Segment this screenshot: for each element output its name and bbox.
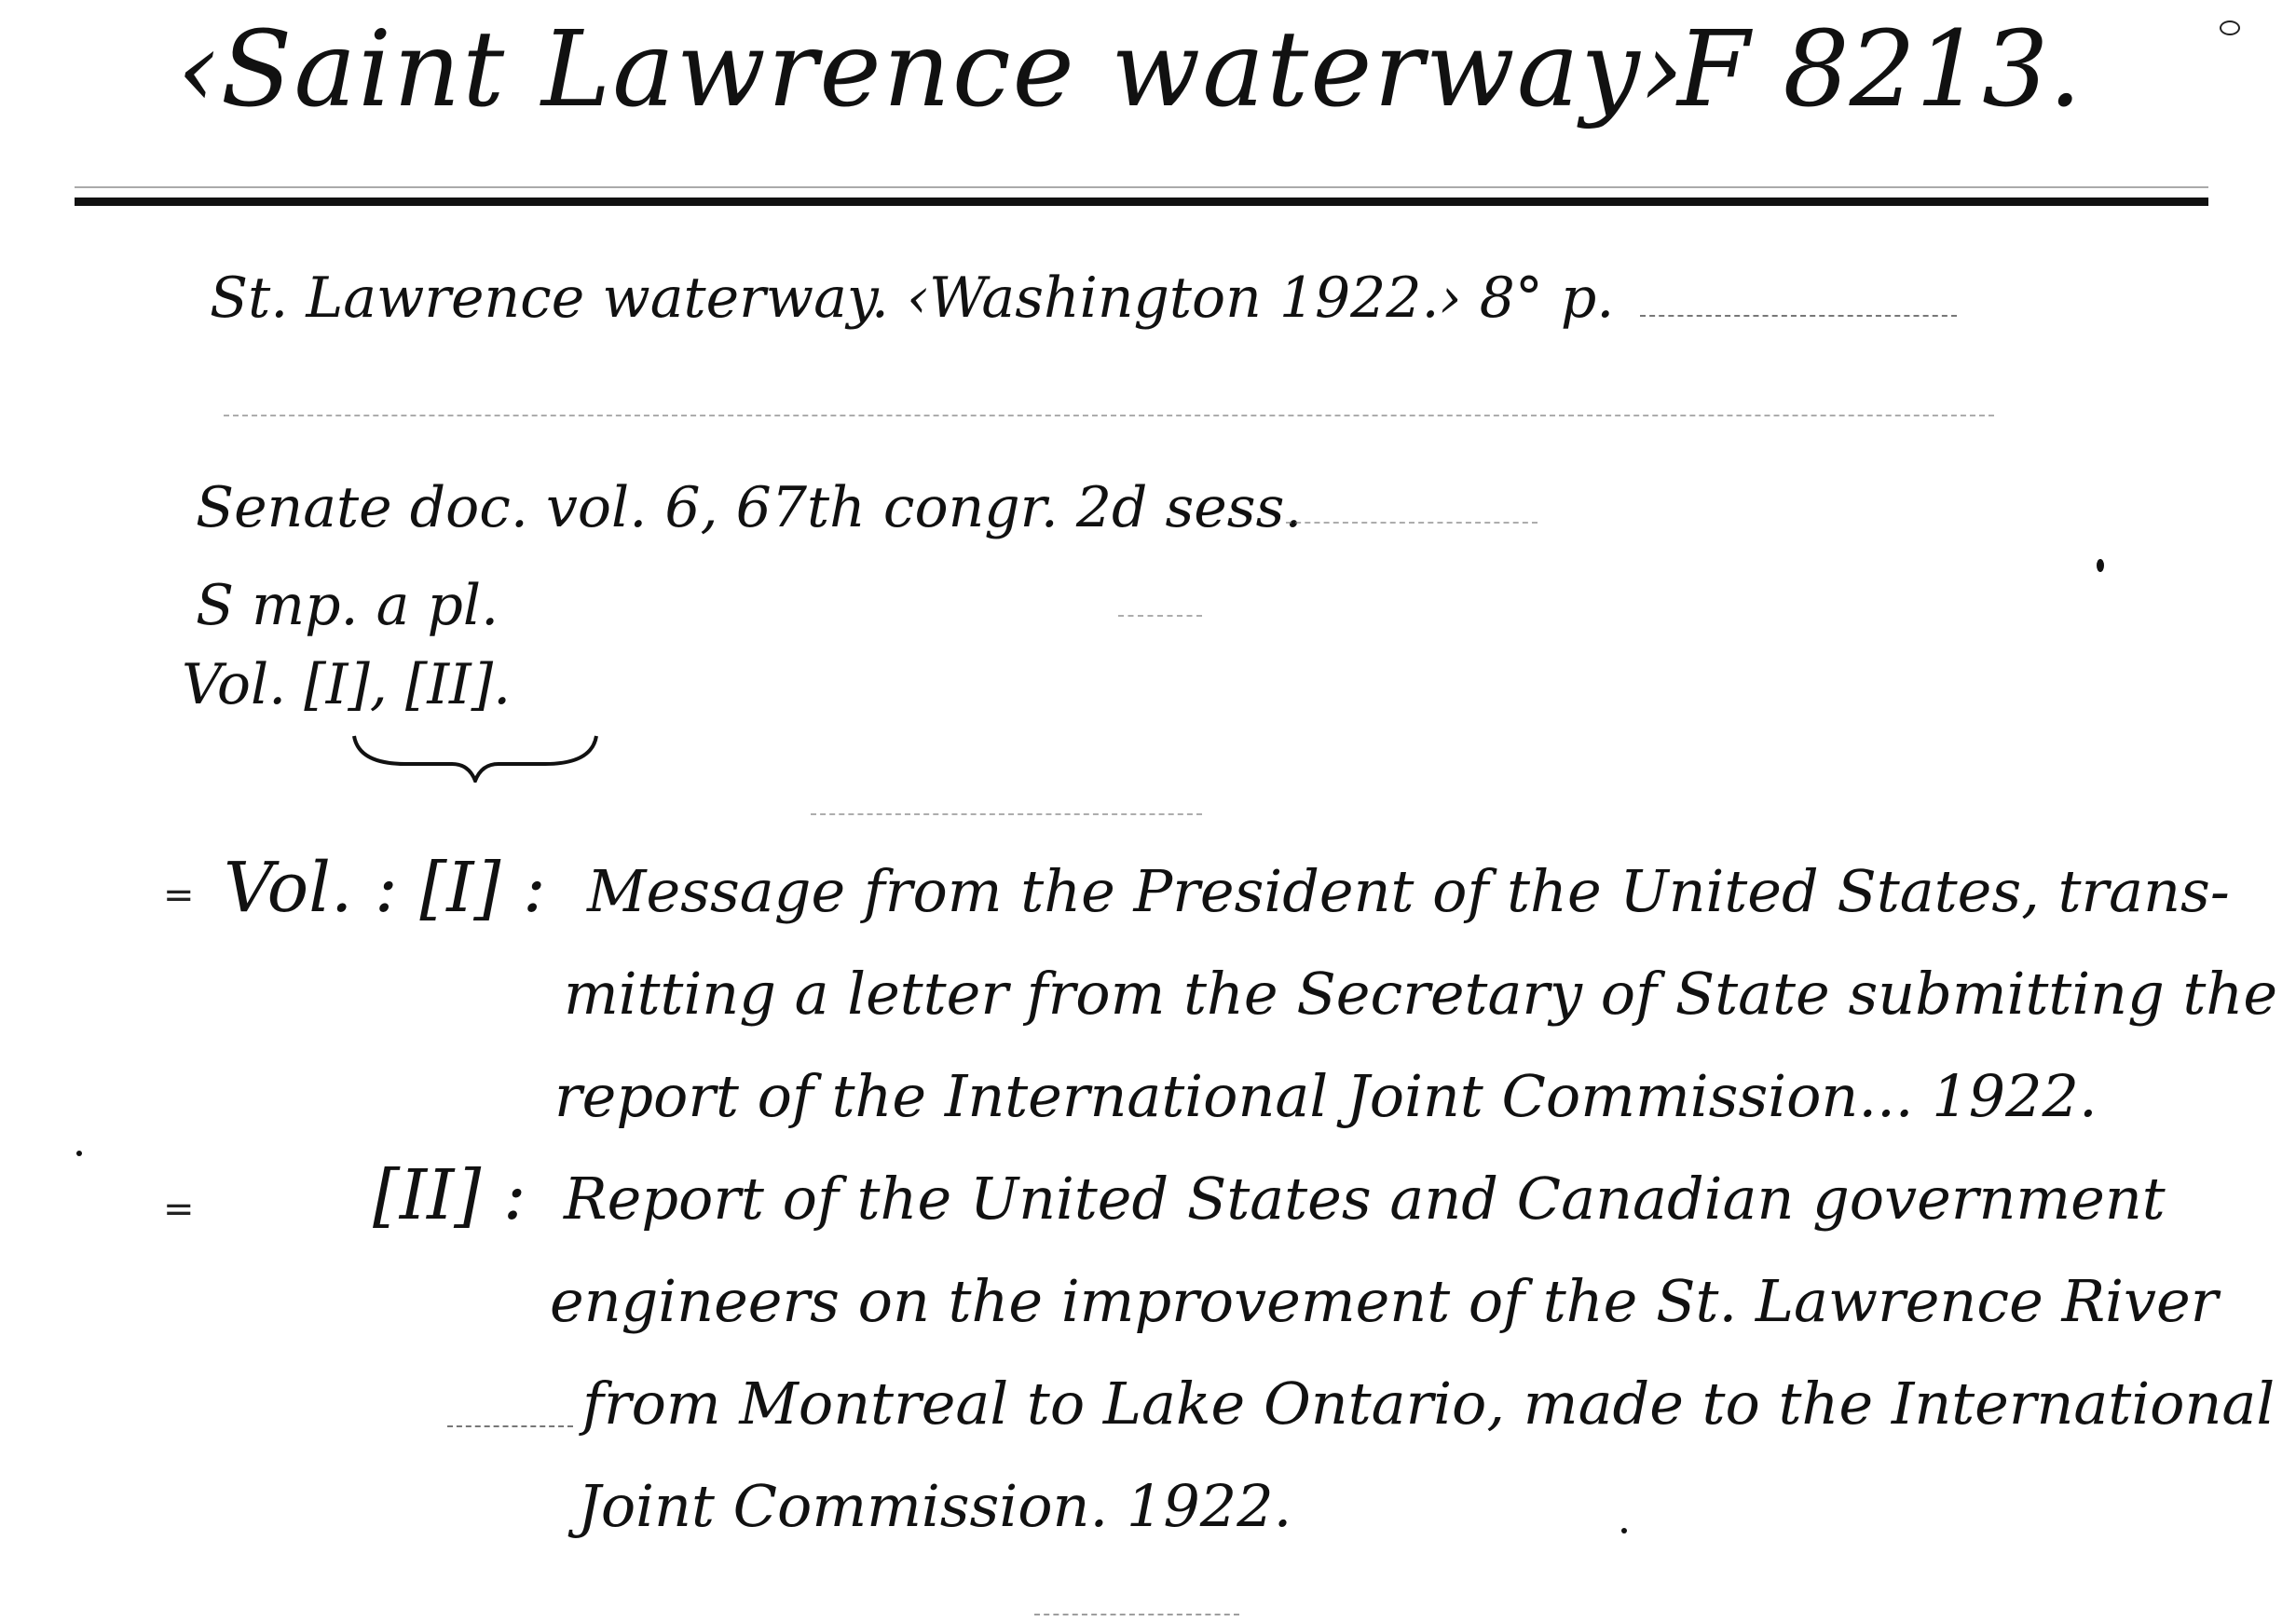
ink-speck bbox=[1621, 1528, 1627, 1533]
volume-description-line: Message from the President of the United States, trans- bbox=[587, 857, 2230, 925]
volume-description-line: engineers on the improvement of the St. Lawrence River bbox=[550, 1267, 2219, 1335]
leader-dots bbox=[1640, 315, 1957, 317]
illustrations-note: S mp. a pl. bbox=[196, 573, 499, 638]
volume-description-line: from Montreal to Lake Ontario, made to the International bbox=[582, 1370, 2276, 1438]
volume-list: Vol. [I], [II]. bbox=[182, 652, 512, 717]
entry-line: St. Lawrence waterway. ‹Washington 1922.› 8° p. bbox=[210, 266, 1615, 331]
volume-label: Vol. : [I] : bbox=[224, 848, 546, 928]
leader-dots bbox=[1118, 615, 1202, 617]
ink-speck bbox=[76, 1151, 82, 1156]
card-title: ‹Saint Lawrence waterway› bbox=[177, 9, 1686, 130]
volume-description-line: mitting a letter from the Secretary of State submitting the bbox=[564, 960, 2278, 1028]
volume-marker: = bbox=[163, 1188, 195, 1231]
volume-marker: = bbox=[163, 874, 195, 917]
volume-description-line: report of the International Joint Commission... 1922. bbox=[554, 1062, 2098, 1130]
heading-rule bbox=[75, 198, 2208, 206]
ink-speck bbox=[2097, 559, 2104, 572]
card-heading bbox=[177, 9, 1686, 130]
heading-rule-thin bbox=[75, 186, 2208, 188]
punch-hole-mark bbox=[2220, 20, 2240, 35]
volume-brace bbox=[349, 717, 601, 783]
leader-dots bbox=[811, 813, 1202, 815]
call-number: F 8213. bbox=[1677, 9, 2082, 130]
volume-description-line: Report of the United States and Canadian government bbox=[564, 1165, 2166, 1233]
series-note: Senate doc. vol. 6, 67th congr. 2d sess. bbox=[196, 475, 1303, 540]
leader-dots bbox=[447, 1425, 573, 1427]
leader-dots bbox=[224, 415, 1994, 416]
leader-dots bbox=[1286, 522, 1538, 524]
volume-description-line: Joint Commission. 1922. bbox=[578, 1472, 1292, 1540]
leader-dots bbox=[1034, 1614, 1239, 1615]
volume-label: [II] : bbox=[373, 1155, 526, 1235]
